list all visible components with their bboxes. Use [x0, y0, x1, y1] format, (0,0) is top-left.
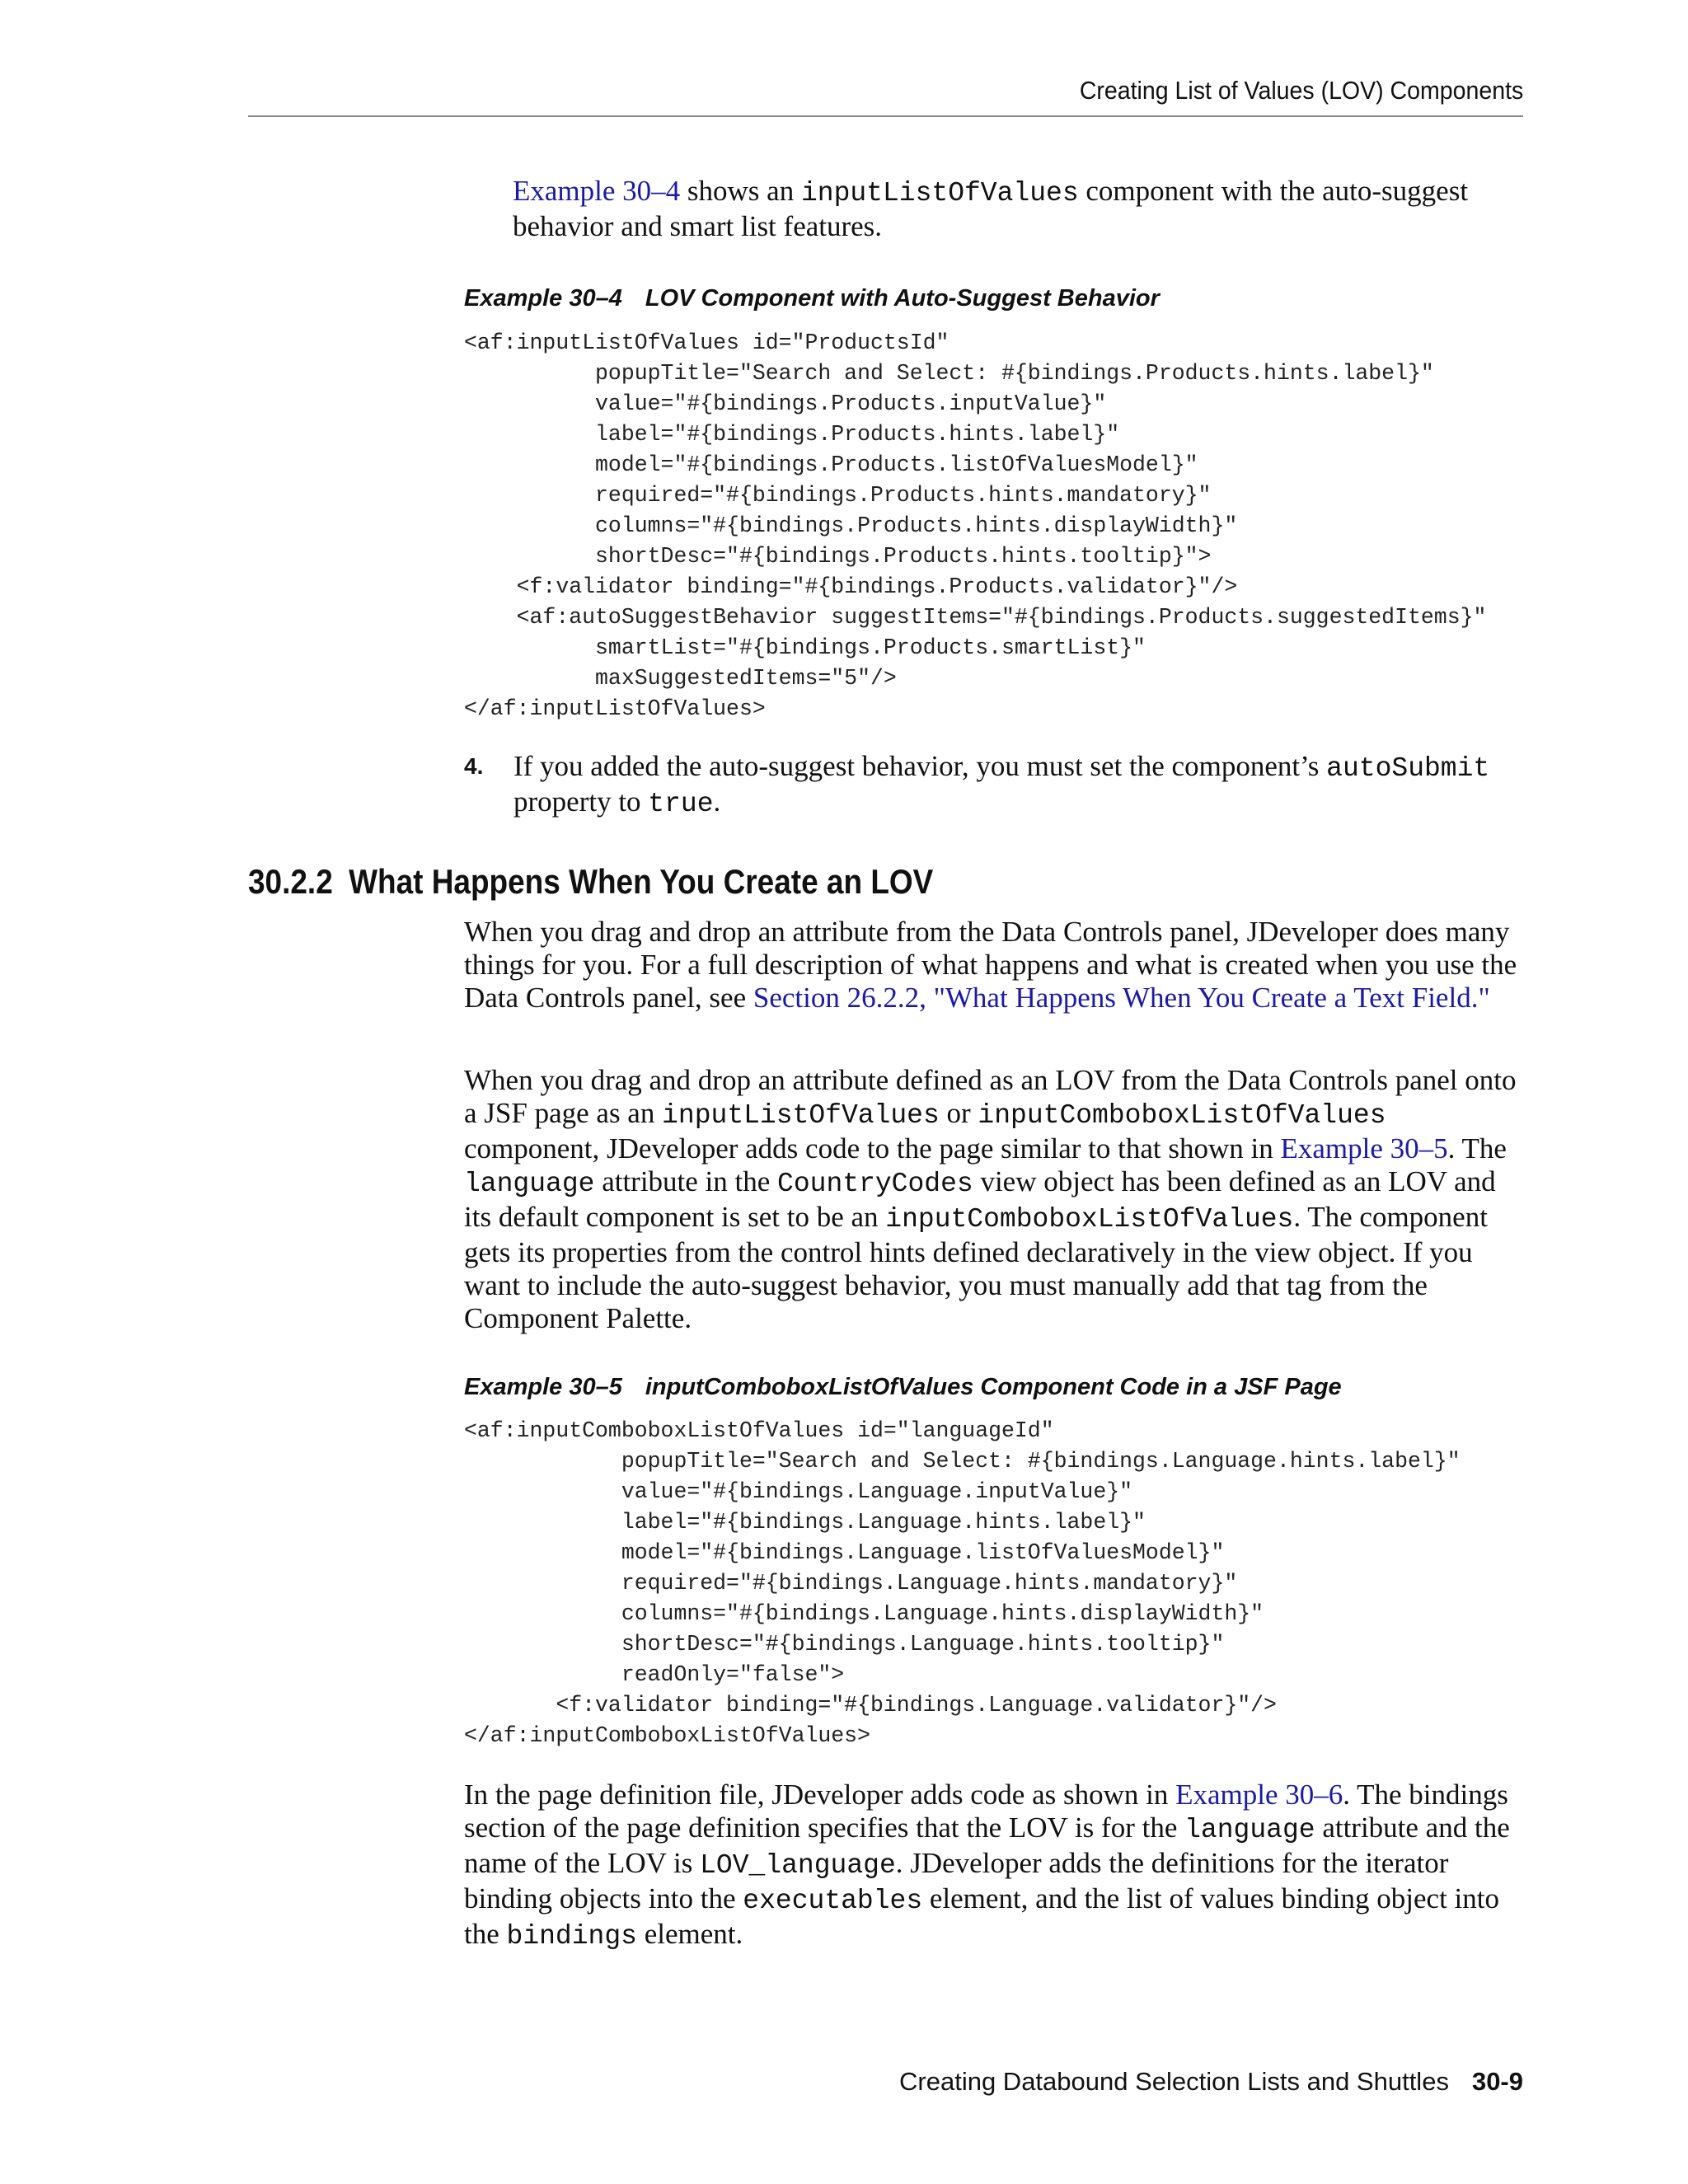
step-4-text-3: .: [713, 785, 721, 818]
paragraph-3-text-4: . JDeveloper adds the definitions for the iterator binding objects into the: [464, 1847, 1449, 1915]
paragraph-2: [464, 1064, 1523, 1335]
step-4-code-2: true: [648, 789, 714, 819]
section-title: What Happens When You Create an LOV: [349, 862, 934, 901]
paragraph-3-text-3: attribute and the name of the LOV is: [464, 1811, 1510, 1879]
example-30-5-caption: [464, 1374, 1342, 1401]
step-4: [464, 750, 1523, 821]
paragraph-3-code-1: language: [1184, 1815, 1315, 1845]
step-4-text: [513, 750, 1523, 821]
intro-code-1: inputListOfValues: [800, 178, 1079, 209]
example-30-5-title: inputComboboxListOfValues Component Code in a JSF Page: [645, 1374, 1342, 1400]
example-30-4-title: LOV Component with Auto-Suggest Behavior: [645, 285, 1160, 312]
example-30-4-label: Example 30–4: [464, 285, 622, 312]
paragraph-1-text: When you drag and drop an attribute from the Data Controls panel, JDeveloper does many things for you. For a full description of what happens and what is created when you use the Data Controls panel, see: [464, 916, 1517, 1014]
intro-text-2: component with the auto-suggest behavior and smart list features.: [513, 175, 1469, 242]
paragraph-3-text-6: element.: [636, 1918, 743, 1950]
paragraph-3-code-3: executables: [743, 1886, 923, 1916]
paragraph-3: [464, 1779, 1523, 1953]
page-number: 30-9: [1471, 2067, 1523, 2096]
paragraph-2-code-2: inputComboboxListOfValues: [978, 1100, 1386, 1131]
paragraph-3-text-2: . The bindings section of the page definition specifies that the LOV is for the: [464, 1779, 1508, 1844]
paragraph-2-code-4: CountryCodes: [777, 1169, 973, 1199]
paragraph-3-text-1: In the page definition file, JDeveloper adds code as shown in: [464, 1779, 1176, 1811]
paragraph-3-code-4: bindings: [506, 1921, 637, 1952]
example-30-6-link[interactable]: Example 30–6: [1175, 1779, 1343, 1811]
paragraph-3-text-5: element, and the list of values binding object into the: [464, 1882, 1499, 1950]
paragraph-1: [464, 916, 1523, 1015]
paragraph-2-text-6: view object has been defined as an LOV and its default component is set to be an: [464, 1165, 1496, 1233]
footer-chapter-title: Creating Databound Selection Lists and Shuttles: [899, 2067, 1449, 2096]
intro-text-1: shows an: [680, 175, 801, 207]
step-4-number: 4.: [464, 753, 484, 779]
paragraph-2-text-5: attribute in the: [594, 1165, 778, 1197]
example-30-5-code: <af:inputComboboxListOfValues id="languageId" popupTitle="Search and Select: #{bindings.Language.hints.label}" value="#{bindings.Language.inputValue}" label="#{bindings.Language.hints.label}" model="#{bindings.Language.listOfValuesModel}" required="#{bindings.Language.hints.mandatory}" columns="#{bindings.Language.hints.displayWidth}" shortDesc="#{bindings.Language.hints.tooltip}" readOnly="false"> <f:validator binding="#{bindings.Language.validator}"/> </af:inputComboboxListOfValues>: [464, 1418, 1461, 1748]
paragraph-2-text-3: component, JDeveloper adds code to the page similar to that shown in: [464, 1132, 1281, 1165]
paragraph-2-text-1: When you drag and drop an attribute defined as an LOV from the Data Controls panel onto a JSF page as an: [464, 1064, 1517, 1129]
step-4-text-1: If you added the auto-suggest behavior, you must set the component’s: [513, 750, 1327, 782]
section-heading: [248, 862, 933, 902]
section-number: 30.2.2: [248, 862, 333, 901]
paragraph-2-code-1: inputListOfValues: [662, 1100, 940, 1131]
paragraph-2-text-7: . The component gets its properties from the control hints defined declaratively in the view object. If you want to include the auto-suggest behavior, you must manually add that tag from the Component Palette.: [464, 1201, 1488, 1334]
paragraph-2-text-4: . The: [1447, 1132, 1507, 1165]
step-4-code-1: autoSubmit: [1326, 753, 1490, 784]
paragraph-2-text-2: or: [939, 1097, 978, 1129]
running-footer: [899, 2067, 1523, 2097]
example-30-4-link[interactable]: Example 30–4: [513, 175, 681, 207]
step-4-text-2: property to: [513, 785, 649, 818]
running-header: Creating List of Values (LOV) Components: [1079, 76, 1523, 105]
example-30-4-caption: [464, 285, 1160, 312]
paragraph-2-code-3: language: [464, 1169, 595, 1199]
example-30-5-link[interactable]: Example 30–5: [1280, 1132, 1448, 1165]
example-30-5-label: Example 30–5: [464, 1374, 622, 1400]
example-30-4-code: <af:inputListOfValues id="ProductsId" popupTitle="Search and Select: #{bindings.Products.hints.label}" value="#{bindings.Products.inputValue}" label="#{bindings.Products.hints.label}" model="#{bindings.Products.listOfValuesModel}" required="#{bindings.Products.hints.mandatory}" columns="#{bindings.Products.hints.displayWidth}" shortDesc="#{bindings.Products.hints.tooltip}"> <f:validator binding="#{bindings.Products.validator}"/> <af:autoSuggestBehavior suggestItems="#{bindings.Products.suggestedItems}" smartList="#{bindings.Products.smartList}" maxSuggestedItems="5"/> </af:inputListOfValues>: [464, 330, 1487, 721]
section-26-2-2-link[interactable]: Section 26.2.2, "What Happens When You Create a Text Field.": [753, 982, 1490, 1014]
paragraph-2-code-5: inputComboboxListOfValues: [885, 1204, 1294, 1235]
header-rule: [248, 115, 1523, 117]
paragraph-3-code-2: LOV_language: [700, 1850, 896, 1881]
intro-paragraph: [513, 175, 1523, 243]
